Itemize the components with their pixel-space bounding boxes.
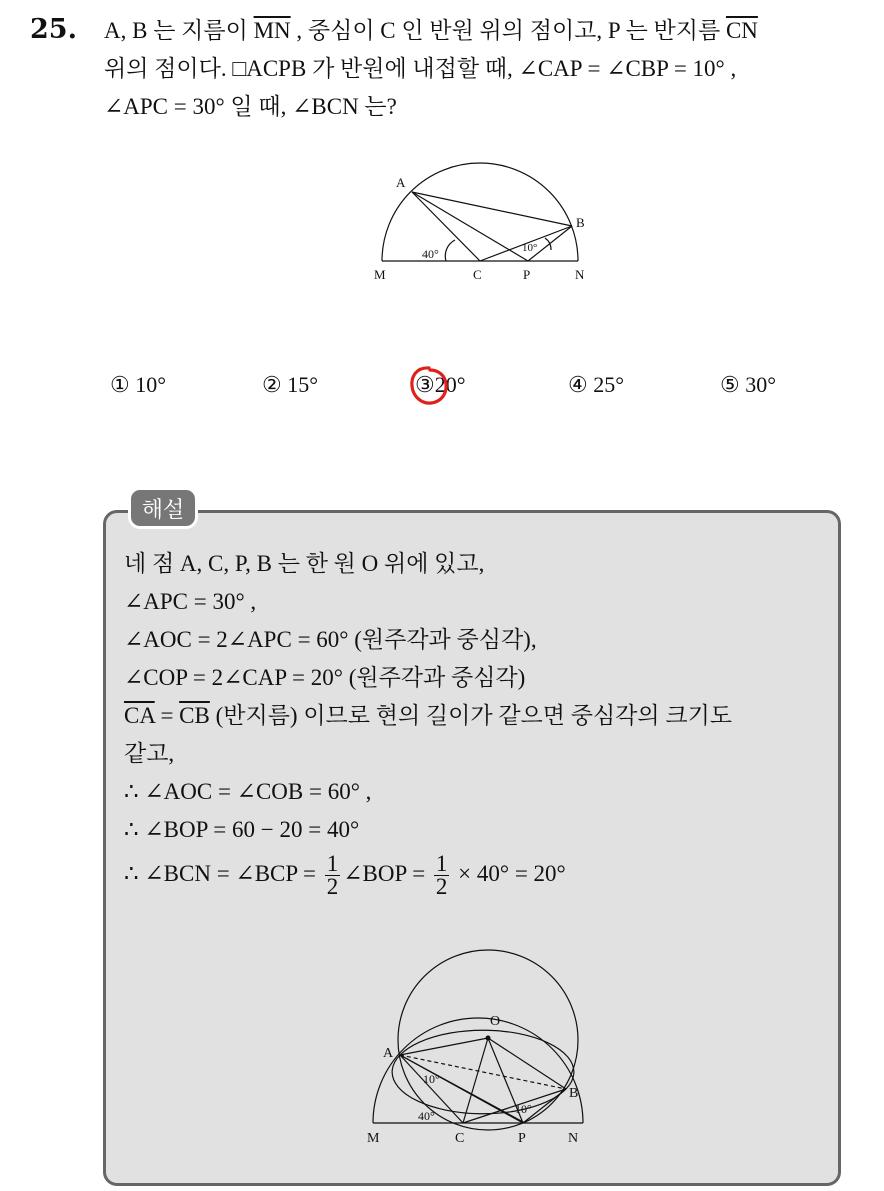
- angle-arc-10: [545, 238, 551, 250]
- solution-tag: 해설: [128, 487, 198, 529]
- solution-line: ∠AOC = 2∠APC = 60° (원주각과 중심각),: [124, 627, 537, 652]
- label-o: O: [490, 1014, 501, 1029]
- angle-arc-40: [445, 240, 455, 261]
- choice-mark: ③: [415, 372, 435, 397]
- solution-line: ∠APC = 30° ,: [124, 589, 257, 614]
- choice-4[interactable]: [568, 372, 624, 398]
- point-o: [486, 1036, 491, 1041]
- question-text: [104, 12, 874, 126]
- label-c: C: [473, 267, 482, 282]
- choice-mark: ④: [568, 372, 588, 397]
- label-angle-10-b: 10°: [515, 1102, 532, 1116]
- label-m: M: [367, 1131, 380, 1146]
- choice-1[interactable]: [110, 372, 166, 398]
- label-p: P: [523, 267, 531, 282]
- question-line-2: 위의 점이다. □ACPB 가 반원에 내접할 때, ∠CAP = ∠CBP = 10° ,: [104, 56, 737, 81]
- solution-line: 네 점 A, C, P, B 는 한 원 O 위에 있고,: [124, 551, 485, 576]
- selected-answer-circle-icon: [407, 364, 451, 408]
- label-b: B: [576, 215, 585, 230]
- label-angle-40: 40°: [418, 1109, 435, 1123]
- fraction-denominator: 2: [435, 874, 448, 899]
- label-c: C: [455, 1131, 465, 1146]
- fraction-numerator: 1: [435, 851, 448, 876]
- question-line-1: [104, 12, 874, 50]
- solution-text: [124, 545, 732, 898]
- solution-line-part: ∠BOP =: [343, 860, 431, 886]
- equals-sign: =: [154, 703, 180, 728]
- segment-ab: [412, 192, 572, 226]
- semicircle-arc: [382, 163, 578, 261]
- solution-line: ∴ ∠AOC = ∠COB = 60° ,: [124, 779, 372, 804]
- solution-line-part: ∴ ∠BCN = ∠BCP =: [124, 860, 322, 886]
- label-n: N: [568, 1131, 579, 1146]
- solution-figure: [355, 945, 595, 1155]
- segment-cn: $\overline{CN}$: [725, 18, 758, 43]
- question-line-3: ∠APC = 30° 일 때, ∠BCN 는?: [104, 94, 397, 119]
- fraction-half: [325, 853, 341, 898]
- solution-line: 같고,: [124, 741, 175, 766]
- fraction-half: [434, 853, 450, 898]
- question-line-1-part: A, B 는 지름이: [104, 18, 254, 43]
- choice-3[interactable]: [415, 372, 466, 398]
- solution-line: ∠COP = 2∠CAP = 20° (원주각과 중심각): [124, 665, 526, 690]
- choice-value: 30°: [745, 372, 777, 397]
- segment-oc: [463, 1038, 488, 1123]
- choice-mark: ①: [110, 372, 130, 397]
- question-line-1-part: , 중심이 C 인 반원 위의 점이고, P 는 반지름: [290, 18, 726, 43]
- choice-mark: ②: [262, 372, 282, 397]
- solution-line: [124, 697, 732, 735]
- segment-cb: $\overline{CB}$: [179, 703, 210, 728]
- choice-value: 15°: [287, 372, 319, 397]
- label-a: A: [383, 1046, 394, 1061]
- label-angle-10: 10°: [522, 242, 538, 254]
- answer-choices: [110, 372, 810, 412]
- choice-value: 20°: [434, 372, 466, 397]
- label-angle-40: 40°: [422, 247, 439, 261]
- label-p: P: [518, 1131, 526, 1146]
- solution-line-final: [124, 853, 732, 898]
- semicircle-figure: [360, 160, 600, 290]
- solution-line: ∴ ∠BOP = 60 − 20 = 40°: [124, 817, 360, 842]
- choice-value: 10°: [135, 372, 167, 397]
- choice-mark: ⑤: [720, 372, 740, 397]
- segment-ca: $\overline{CA}$: [124, 703, 155, 728]
- solution-line-part: × 40° = 20°: [452, 860, 566, 886]
- fraction-denominator: 2: [326, 874, 339, 899]
- choice-value: 25°: [593, 372, 625, 397]
- label-b: B: [569, 1086, 579, 1101]
- choice-2[interactable]: [262, 372, 318, 398]
- label-m: M: [374, 267, 386, 282]
- label-a: A: [396, 175, 406, 190]
- label-angle-10-a: 10°: [423, 1072, 440, 1086]
- segment-mn: $\overline{MN}$: [253, 18, 291, 43]
- fraction-numerator: 1: [326, 851, 339, 876]
- solution-line-part: (반지름) 이므로 현의 길이가 같으면 중심각의 크기도: [209, 703, 733, 728]
- label-n: N: [575, 267, 585, 282]
- choice-5[interactable]: [720, 372, 776, 398]
- question-number: 25.: [30, 14, 77, 45]
